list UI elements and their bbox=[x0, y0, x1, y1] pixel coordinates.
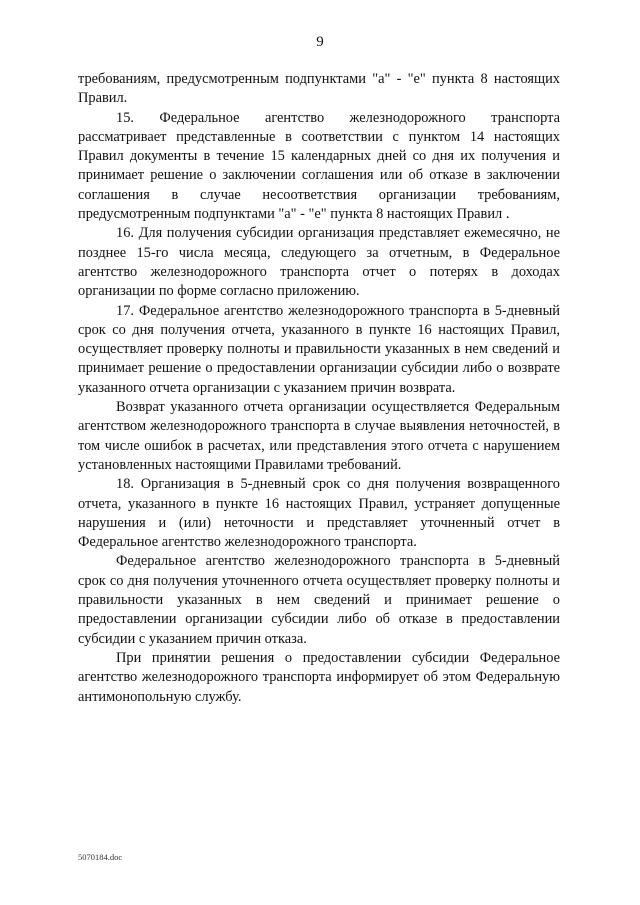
paragraph-item-18: 18. Организация в 5-дневный срок со дня получения возвращенного отчета, указанного в пункте 16 настоящих Правил, устраняет допущенные нарушения и (или) неточности и представляет уточненный отчет в Федеральное агентство железнодорожного транспорта. bbox=[78, 476, 560, 551]
paragraph-agency-review: Федеральное агентство железнодорожного транспорта в 5-дневный срок со дня получения уточненного отчета осуществляет проверку полноты и правильности указанных в нем сведений и принимает решение о предоставлении организации субсидии либо об отказе в предоставлении субсидии с указанием причин отказа. bbox=[78, 553, 560, 647]
paragraph-return-report: Возврат указанного отчета организации осуществляется Федеральным агентством железнодорожного транспорта в случае выявления неточностей, в том числе ошибок в расчетах, или представления этого отчета с нарушением установленных настоящими Правилами требований. bbox=[78, 399, 560, 473]
page-number: 9 bbox=[316, 34, 324, 50]
document-body bbox=[78, 70, 560, 707]
paragraph-item-16: 16. Для получения субсидии организация представляет ежемесячно, не позднее 15-го числа месяца, следующего за отчетным, в Федеральное агентство железнодорожного транспорта отчет о потерях в доходах организации по форме согласно приложению. bbox=[78, 225, 560, 300]
footer-document-id: 5070184.doc bbox=[78, 852, 123, 862]
paragraph-continuation: требованиям, предусмотренным подпунктами "а" - "е" пункта 8 настоящих Правил. bbox=[78, 71, 560, 107]
paragraph-item-15: 15. Федеральное агентство железнодорожного транспорта рассматривает представленные в соответствии с пунктом 14 настоящих Правил документы в течение 15 календарных дней со дня их получения и принимает решение о заключении соглашения или об отказе в заключении соглашения в случае несоответствия организации требованиям, предусмотренным подпунктами "а" - "е" пункта 8 настоящих Правил . bbox=[78, 109, 560, 223]
paragraph-item-17: 17. Федеральное агентство железнодорожного транспорта в 5-дневный срок со дня получения отчета, указанного в пункте 16 настоящих Правил, осуществляет проверку полноты и правильности указанных в нем сведений и принимает решение о предоставлении организации субсидии либо о возврате указанного отчета организации с указанием причин возврата. bbox=[78, 302, 560, 396]
paragraph-antimonopoly-notice: При принятии решения о предоставлении субсидии Федеральное агентство железнодорожного транспорта информирует об этом Федеральную антимонопольную службу. bbox=[78, 649, 560, 705]
